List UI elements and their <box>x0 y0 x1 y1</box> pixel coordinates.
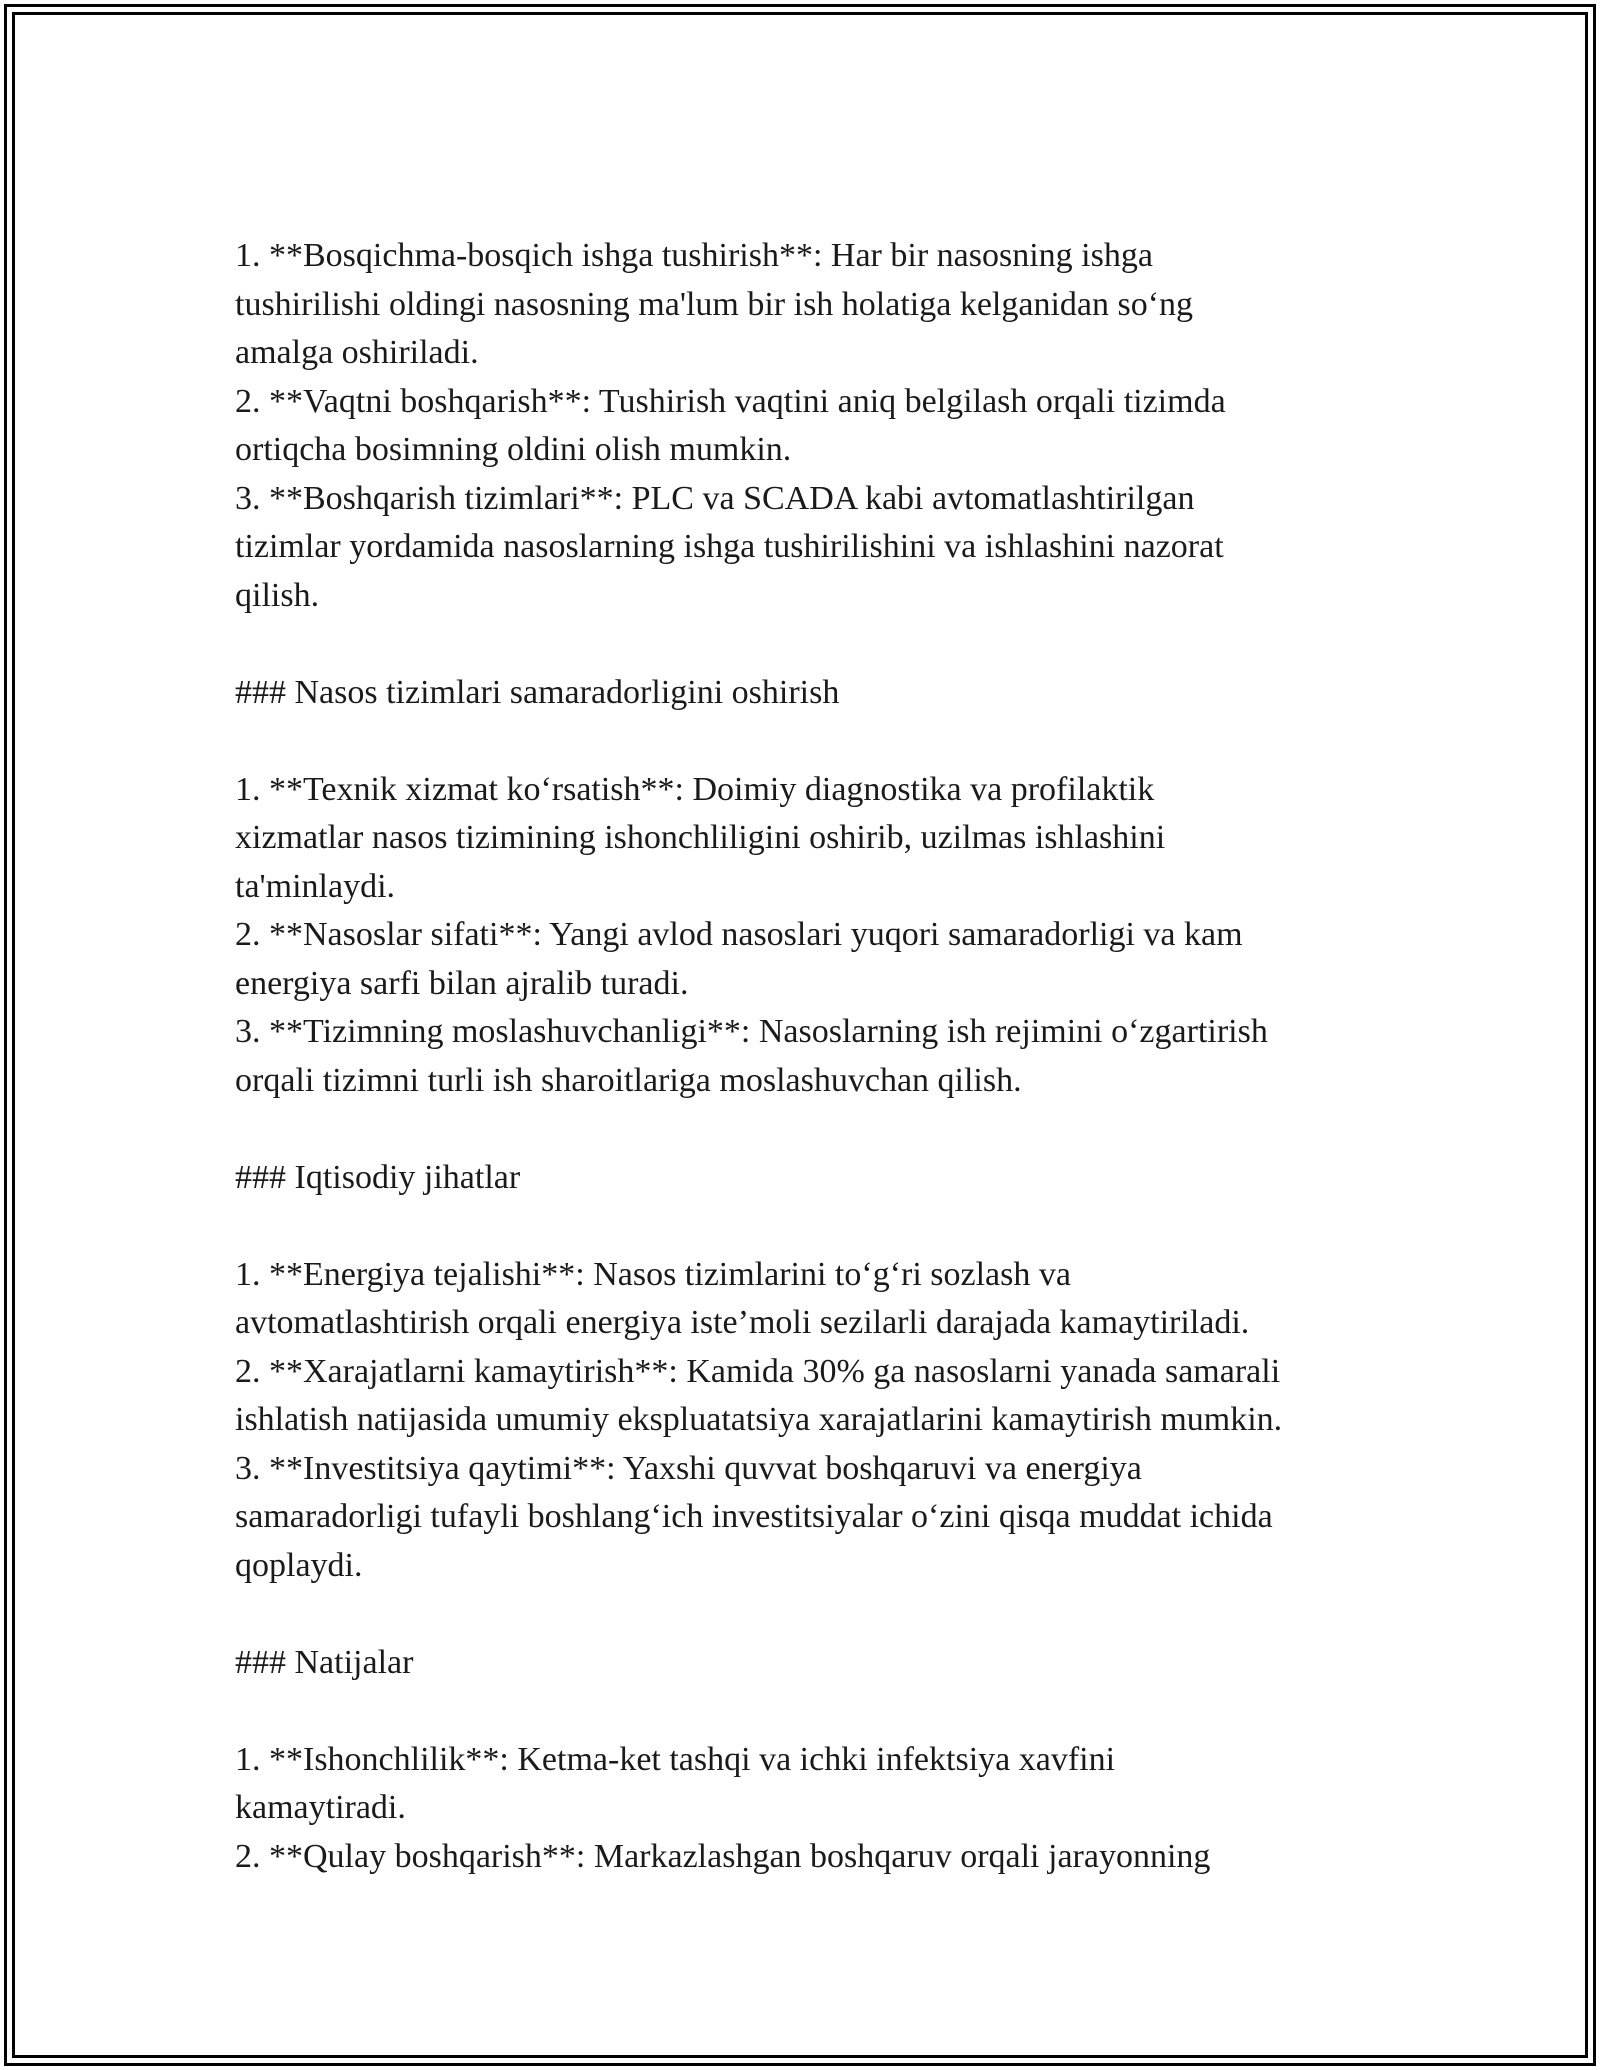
text-line: orqali tizimni turli ish sharoitlariga moslashuvchan qilish. <box>235 1061 1022 1099</box>
text-line: ortiqcha bosimning oldini olish mumkin. <box>235 431 792 468</box>
blank-line <box>235 1105 1385 1154</box>
text-line: xizmatlar nasos tizimining ishonchliligini oshirib, uzilmas ishlashini <box>235 819 1166 856</box>
document-body <box>235 232 1385 1881</box>
text-line: qilish. <box>235 576 320 614</box>
blank-line <box>235 1590 1385 1639</box>
text-line: tizimlar yordamida nasoslarning ishga tushirilishini va ishlashini nazorat <box>235 528 1224 565</box>
text-line: avtomatlashtirish orqali energiya iste’moli sezilarli darajada kamaytiriladi. <box>235 1304 1250 1341</box>
blank-line <box>235 620 1385 669</box>
text-line: ta'minlaydi. <box>235 867 396 905</box>
section-heading: ### Nasos tizimlari samaradorligini oshirish <box>235 673 840 711</box>
text-line: 2. **Xarajatlarni kamaytirish**: Kamida 30% ga nasoslarni yanada samarali <box>235 1352 1281 1390</box>
text-line: 3. **Boshqarish tizimlari**: PLC va SCADA kabi avtomatlashtirilgan <box>235 479 1195 517</box>
text-line: 2. **Qulay boshqarish**: Markazlashgan boshqaruv orqali jarayonning <box>235 1837 1211 1875</box>
blank-line <box>235 1687 1385 1736</box>
text-line: amalga oshiriladi. <box>235 334 479 371</box>
text-line: samaradorligi tufayli boshlang‘ich investitsiyalar o‘zini qisqa muddat ichida <box>235 1498 1273 1535</box>
text-line: energiya sarfi bilan ajralib turadi. <box>235 964 689 1002</box>
text-line: 1. **Energiya tejalishi**: Nasos tizimlarini to‘g‘ri sozlash va <box>235 1255 1071 1293</box>
text-line: kamaytiradi. <box>235 1789 406 1826</box>
blank-line <box>235 1202 1385 1251</box>
text-line: 1. **Texnik xizmat ko‘rsatish**: Doimiy diagnostika va profilaktik <box>235 770 1155 808</box>
section-heading: ### Iqtisodiy jihatlar <box>235 1158 521 1196</box>
text-line: 3. **Tizimning moslashuvchanligi**: Nasoslarning ish rejimini o‘zgartirish <box>235 1013 1268 1050</box>
section-heading: ### Natijalar <box>235 1643 414 1681</box>
text-line: 2. **Nasoslar sifati**: Yangi avlod nasoslari yuqori samaradorligi va kam <box>235 916 1243 953</box>
text-line: 1. **Bosqichma-bosqich ishga tushirish**: Har bir nasosning ishga <box>235 237 1153 274</box>
text-line: 3. **Investitsiya qaytimi**: Yaxshi quvvat boshqaruvi va energiya <box>235 1449 1142 1487</box>
text-line: ishlatish natijasida umumiy ekspluatatsiya xarajatlarini kamaytirish mumkin. <box>235 1401 1283 1438</box>
text-line: 1. **Ishonchlilik**: Ketma-ket tashqi va ichki infektsiya xavfini <box>235 1740 1116 1778</box>
blank-line <box>235 717 1385 766</box>
text-line: 2. **Vaqtni boshqarish**: Tushirish vaqtini aniq belgilash orqali tizimda <box>235 382 1226 420</box>
text-line: qoplaydi. <box>235 1546 363 1584</box>
text-line: tushirilishi oldingi nasosning ma'lum bir ish holatiga kelganidan so‘ng <box>235 285 1194 323</box>
